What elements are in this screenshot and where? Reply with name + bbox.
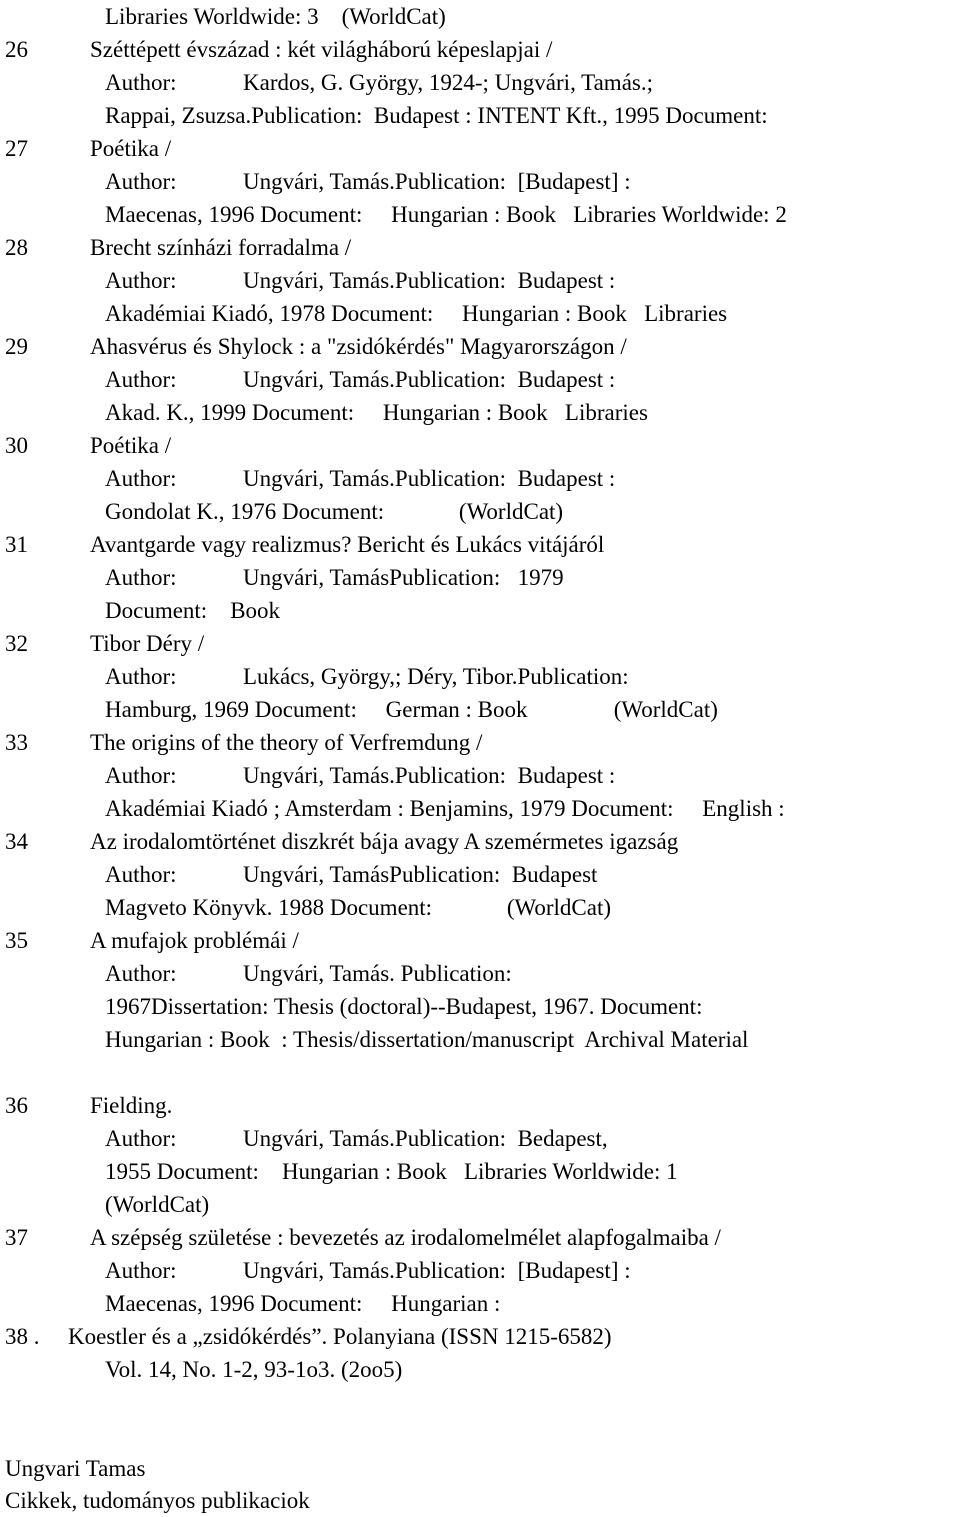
entry-28-title: Brecht színházi forradalma / (90, 235, 352, 260)
entry-30-publication: Gondolat K., 1976 Document: (WorldCat) (105, 499, 564, 524)
entry-34-author: Ungvári, TamásPublication: Budapest (243, 862, 598, 887)
entry-28-number: 28 (5, 235, 28, 260)
footer-subtitle: Cikkek, tudományos publikaciok (5, 1488, 310, 1513)
entry-31-title: Avantgarde vagy realizmus? Bericht és Lukács vitájáról (90, 532, 605, 557)
entry-32-author-label: Author: (105, 664, 177, 689)
entry-30-number: 30 (5, 433, 28, 458)
entry-28-author: Ungvári, Tamás.Publication: Budapest : (243, 268, 616, 293)
entry-27-author-label: Author: (105, 169, 177, 194)
entry-31-publication: Document: Book (105, 598, 281, 623)
entry-36-worldcat: (WorldCat) (105, 1192, 210, 1217)
entry-36-author-label: Author: (105, 1126, 177, 1151)
entry-29-publication: Akad. K., 1999 Document: Hungarian : Book Libraries (105, 400, 648, 425)
entry-32-title: Tibor Déry / (90, 631, 205, 656)
entry-26-author: Kardos, G. György, 1924-; Ungvári, Tamás.; (243, 70, 653, 95)
entry-33-author-label: Author: (105, 763, 177, 788)
entry-37-number: 37 (5, 1225, 28, 1250)
entry-26-author-label: Author: (105, 70, 177, 95)
entry-26-title: Széttépett évszázad : két világháború képeslapjai / (90, 37, 553, 62)
entry-36-number: 36 (5, 1093, 28, 1118)
entry-35-author: Ungvári, Tamás. Publication: (243, 961, 512, 986)
entry-34-number: 34 (5, 829, 28, 854)
entry-29-author: Ungvári, Tamás.Publication: Budapest : (243, 367, 616, 392)
entry-25-libraries: Libraries Worldwide: 3 (WorldCat) (105, 4, 446, 29)
entry-26-publication: Rappai, Zsuzsa.Publication: Budapest : INTENT Kft., 1995 Document: (105, 103, 768, 128)
entry-38-title: Koestler és a „zsidókérdés”. Polanyiana (ISSN 1215-6582) (68, 1324, 612, 1349)
entry-28-publication: Akadémiai Kiadó, 1978 Document: Hungarian : Book Libraries (105, 301, 728, 326)
entry-32-number: 32 (5, 631, 28, 656)
entry-27-publication: Maecenas, 1996 Document: Hungarian : Book Libraries Worldwide: 2 (105, 202, 787, 227)
entry-35-number: 35 (5, 928, 28, 953)
entry-36-author: Ungvári, Tamás.Publication: Bedapest, (243, 1126, 608, 1151)
entry-31-author: Ungvári, TamásPublication: 1979 (243, 565, 564, 590)
entry-29-number: 29 (5, 334, 28, 359)
entry-30-title: Poétika / (90, 433, 172, 458)
entry-27-title: Poétika / (90, 136, 172, 161)
entry-29-title: Ahasvérus és Shylock : a "zsidókérdés" Magyarországon / (90, 334, 627, 359)
entry-28-author-label: Author: (105, 268, 177, 293)
entry-35-document: Hungarian : Book : Thesis/dissertation/manuscript Archival Material (105, 1027, 749, 1052)
entry-35-dissertation: 1967Dissertation: Thesis (doctoral)--Budapest, 1967. Document: (105, 994, 703, 1019)
entry-37-author: Ungvári, Tamás.Publication: [Budapest] : (243, 1258, 631, 1283)
entry-31-number: 31 (5, 532, 28, 557)
entry-34-author-label: Author: (105, 862, 177, 887)
entry-35-title: A mufajok problémái / (90, 928, 299, 953)
entry-38-number: 38 . (5, 1324, 40, 1349)
entry-37-author-label: Author: (105, 1258, 177, 1283)
entry-33-publication: Akadémiai Kiadó ; Amsterdam : Benjamins, 1979 Document: English : (105, 796, 785, 821)
entry-37-publication: Maecenas, 1996 Document: Hungarian : (105, 1291, 501, 1316)
entry-30-author: Ungvári, Tamás.Publication: Budapest : (243, 466, 616, 491)
entry-26-number: 26 (5, 37, 28, 62)
entry-33-number: 33 (5, 730, 28, 755)
entry-30-author-label: Author: (105, 466, 177, 491)
entry-32-publication: Hamburg, 1969 Document: German : Book (WorldCat) (105, 697, 718, 722)
entry-31-author-label: Author: (105, 565, 177, 590)
entry-27-number: 27 (5, 136, 28, 161)
entry-33-title: The origins of the theory of Verfremdung / (90, 730, 483, 755)
entry-29-author-label: Author: (105, 367, 177, 392)
entry-27-author: Ungvári, Tamás.Publication: [Budapest] : (243, 169, 631, 194)
entry-34-publication: Magveto Könyvk. 1988 Document: (WorldCat) (105, 895, 611, 920)
entry-35-author-label: Author: (105, 961, 177, 986)
entry-34-title: Az irodalomtörténet diszkrét bája avagy A szemérmetes igazság (90, 829, 679, 854)
entry-36-title: Fielding. (90, 1093, 173, 1118)
entry-37-title: A szépség születése : bevezetés az irodalomelmélet alapfogalmaiba / (90, 1225, 721, 1250)
entry-33-author: Ungvári, Tamás.Publication: Budapest : (243, 763, 616, 788)
entry-36-publication: 1955 Document: Hungarian : Book Libraries Worldwide: 1 (105, 1159, 678, 1184)
entry-32-author: Lukács, György,; Déry, Tibor.Publication: (243, 664, 629, 689)
entry-38-volume: Vol. 14, No. 1-2, 93-1o3. (2oo5) (105, 1357, 403, 1382)
footer-name: Ungvari Tamas (5, 1456, 146, 1481)
